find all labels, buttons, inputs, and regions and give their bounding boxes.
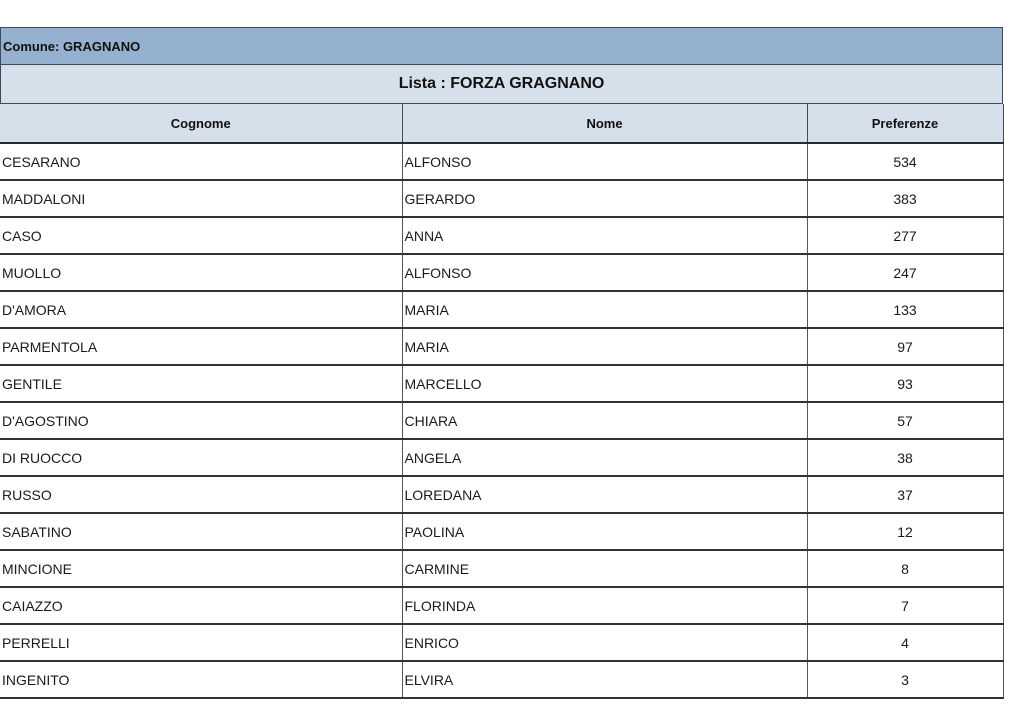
nome-cell: MARIA <box>402 291 807 328</box>
results-sheet <box>0 27 1003 699</box>
cognome-cell: PARMENTOLA <box>0 328 402 365</box>
table-row <box>0 143 1003 180</box>
cognome-cell: SABATINO <box>0 513 402 550</box>
cognome-cell: INGENITO <box>0 661 402 698</box>
nome-cell: GERARDO <box>402 180 807 217</box>
preferenze-cell: 97 <box>807 328 1003 365</box>
nome-cell: ELVIRA <box>402 661 807 698</box>
cognome-cell: MUOLLO <box>0 254 402 291</box>
cognome-cell: RUSSO <box>0 476 402 513</box>
cognome-cell: PERRELLI <box>0 624 402 661</box>
table-row <box>0 513 1003 550</box>
table-row <box>0 661 1003 698</box>
nome-cell: CHIARA <box>402 402 807 439</box>
table-row <box>0 365 1003 402</box>
table-row <box>0 587 1003 624</box>
column-header-preferenze: Preferenze <box>807 104 1003 143</box>
nome-cell: PAOLINA <box>402 513 807 550</box>
preferenze-cell: 37 <box>807 476 1003 513</box>
table-row <box>0 402 1003 439</box>
table-row <box>0 476 1003 513</box>
cognome-cell: MADDALONI <box>0 180 402 217</box>
cognome-cell: DI RUOCCO <box>0 439 402 476</box>
lista-header: Lista : FORZA GRAGNANO <box>0 65 1003 104</box>
preferenze-cell: 534 <box>807 143 1003 180</box>
preferenze-cell: 383 <box>807 180 1003 217</box>
nome-cell: ENRICO <box>402 624 807 661</box>
cognome-cell: D'AGOSTINO <box>0 402 402 439</box>
cognome-cell: D'AMORA <box>0 291 402 328</box>
preferenze-cell: 57 <box>807 402 1003 439</box>
nome-cell: ANGELA <box>402 439 807 476</box>
preferenze-cell: 38 <box>807 439 1003 476</box>
candidates-table <box>0 104 1004 699</box>
cognome-cell: GENTILE <box>0 365 402 402</box>
column-header-nome: Nome <box>402 104 807 143</box>
column-header-cognome: Cognome <box>0 104 402 143</box>
preferenze-cell: 4 <box>807 624 1003 661</box>
nome-cell: ANNA <box>402 217 807 254</box>
cognome-cell: CESARANO <box>0 143 402 180</box>
column-header-row <box>0 104 1003 143</box>
preferenze-cell: 93 <box>807 365 1003 402</box>
preferenze-cell: 7 <box>807 587 1003 624</box>
preferenze-cell: 3 <box>807 661 1003 698</box>
table-row <box>0 550 1003 587</box>
nome-cell: LOREDANA <box>402 476 807 513</box>
nome-cell: MARIA <box>402 328 807 365</box>
table-row <box>0 254 1003 291</box>
table-row <box>0 217 1003 254</box>
cognome-cell: CASO <box>0 217 402 254</box>
comune-header: Comune: GRAGNANO <box>0 27 1003 65</box>
nome-cell: ALFONSO <box>402 254 807 291</box>
table-row <box>0 439 1003 476</box>
nome-cell: ALFONSO <box>402 143 807 180</box>
table-row <box>0 624 1003 661</box>
table-row <box>0 180 1003 217</box>
table-row <box>0 291 1003 328</box>
preferenze-cell: 247 <box>807 254 1003 291</box>
preferenze-cell: 12 <box>807 513 1003 550</box>
table-row <box>0 328 1003 365</box>
nome-cell: MARCELLO <box>402 365 807 402</box>
nome-cell: FLORINDA <box>402 587 807 624</box>
preferenze-cell: 133 <box>807 291 1003 328</box>
preferenze-cell: 8 <box>807 550 1003 587</box>
cognome-cell: MINCIONE <box>0 550 402 587</box>
preferenze-cell: 277 <box>807 217 1003 254</box>
nome-cell: CARMINE <box>402 550 807 587</box>
cognome-cell: CAIAZZO <box>0 587 402 624</box>
